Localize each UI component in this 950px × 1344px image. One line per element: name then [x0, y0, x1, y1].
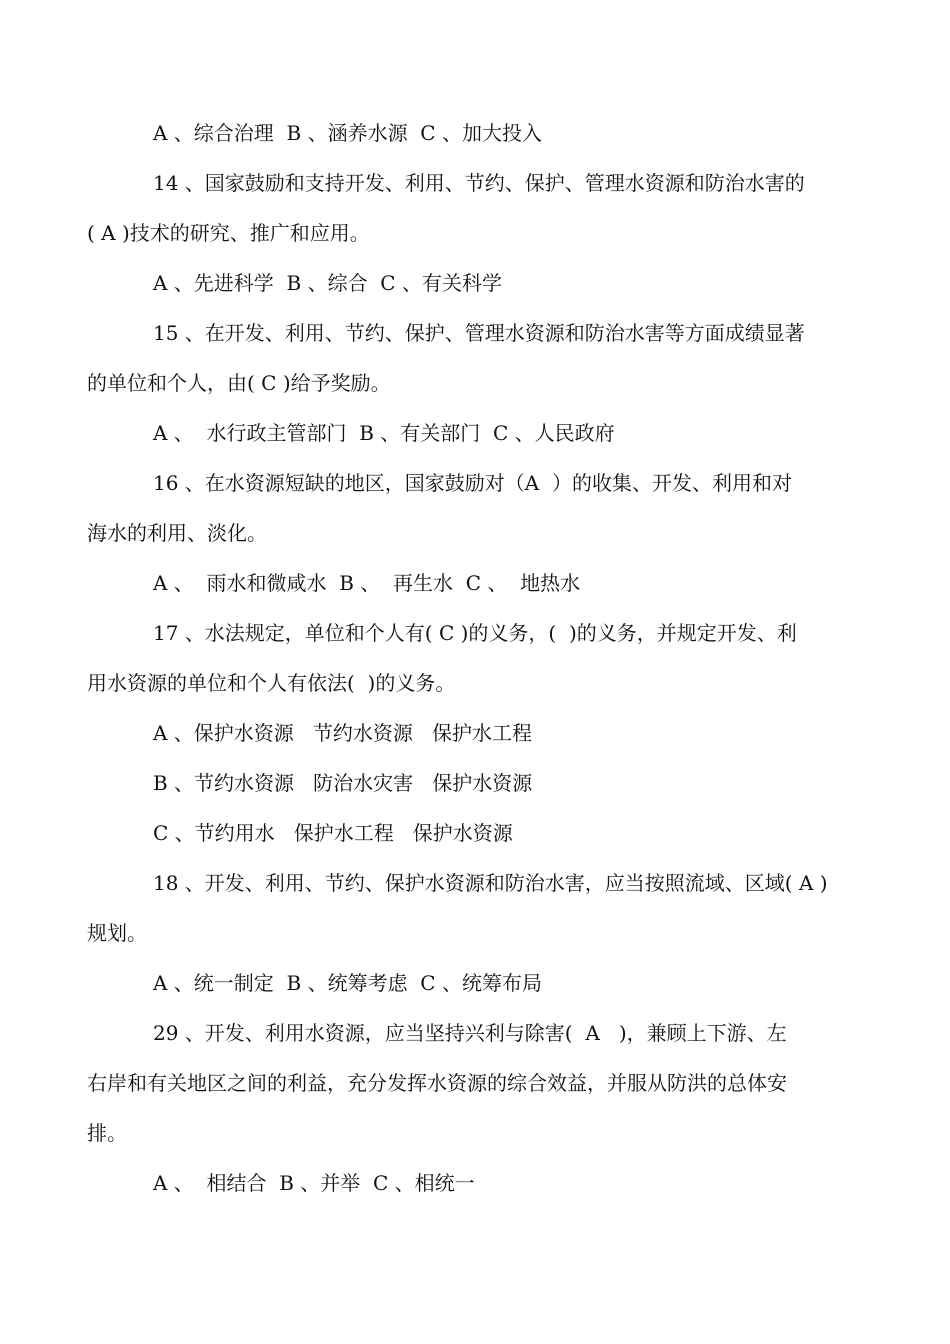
- option-line: A 、 水行政主管部门 B 、有关部门 C 、人民政府: [153, 421, 615, 445]
- question-16-line-1: 16 、在水资源短缺的地区，国家鼓励对（A ）的收集、开发、利用和对: [153, 471, 792, 495]
- option-line: C 、节约用水 保护水工程 保护水资源: [153, 821, 513, 845]
- question-29-line-3: 排。: [87, 1121, 127, 1145]
- question-18-line-2: 规划。: [87, 921, 147, 945]
- option-line: A 、 相结合 B 、并举 C 、相统一: [153, 1171, 475, 1195]
- question-17-line-2: 用水资源的单位和个人有依法( )的义务。: [87, 671, 456, 695]
- question-18-line-1: 18 、开发、利用、节约、保护水资源和防治水害，应当按照流域、区域( A ): [153, 871, 828, 895]
- option-line: A 、统一制定 B 、统筹考虑 C 、统筹布局: [153, 971, 542, 995]
- question-15-line-1: 15 、在开发、利用、节约、保护、管理水资源和防治水害等方面成绩显著: [153, 321, 805, 345]
- question-17-line-1: 17 、水法规定，单位和个人有( C )的义务，( )的义务，并规定开发、利: [153, 621, 797, 645]
- question-29-line-2: 右岸和有关地区之间的利益，充分发挥水资源的综合效益，并服从防洪的总体安: [87, 1071, 787, 1095]
- option-line: B 、节约水资源 防治水灾害 保护水资源: [153, 771, 533, 795]
- question-16-line-2: 海水的利用、淡化。: [87, 521, 267, 545]
- question-15-line-2: 的单位和个人，由( C )给予奖励。: [87, 371, 391, 395]
- option-line: A 、 雨水和微咸水 B 、 再生水 C 、 地热水: [153, 571, 581, 595]
- question-14-line-2: ( A )技术的研究、推广和应用。: [87, 221, 370, 245]
- option-line: A 、先进科学 B 、综合 C 、有关科学: [153, 271, 502, 295]
- option-line: A 、保护水资源 节约水资源 保护水工程: [153, 721, 532, 745]
- option-line: A 、综合治理 B 、涵养水源 C 、加大投入: [153, 121, 542, 145]
- question-14-line-1: 14 、国家鼓励和支持开发、利用、节约、保护、管理水资源和防治水害的: [153, 171, 805, 195]
- question-29-line-1: 29 、开发、利用水资源，应当坚持兴利与除害( A )，兼顾上下游、左: [153, 1021, 787, 1045]
